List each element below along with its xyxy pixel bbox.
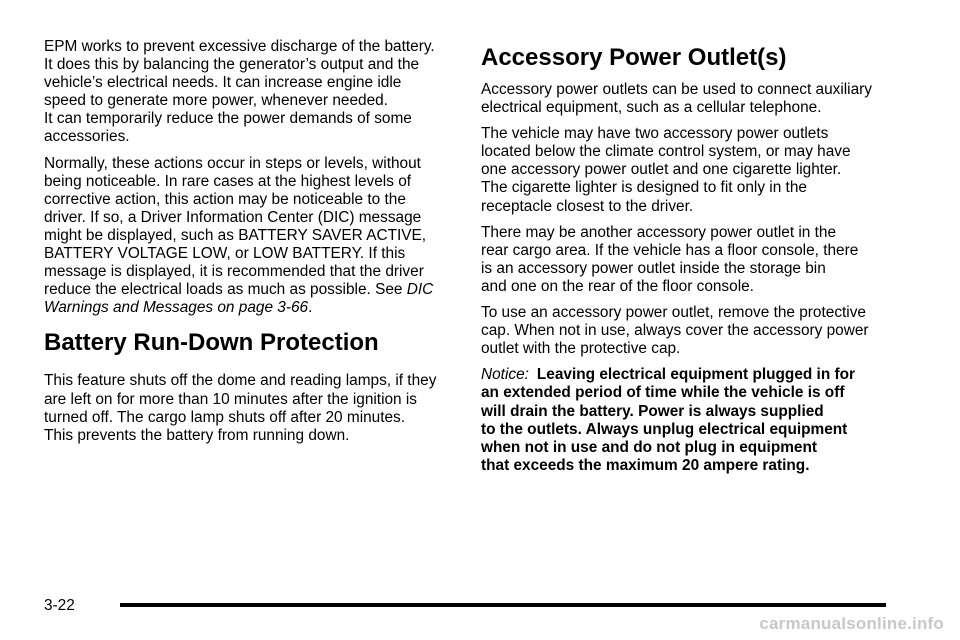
right-column (481, 44, 891, 483)
dic-paragraph: Normally, these actions occur in steps or levels, without being noticeable. In rare cases at the highest levels of corrective action, this action may be noticeable to the driver. If so, a Driver Information Center (DIC) message might be displayed, such as BATTERY SAVER ACTIVE, BATTERY VOLTAGE LOW, or LOW BATTERY. If this message is displayed, it is recommended that the driver reduce the electrical loads as much as possible. See DIC Warnings and Messages on page 3-66. (44, 154, 434, 317)
cargo-outlet-paragraph: There may be another accessory power outlet in the rear cargo area. If the vehicle has a floor console, there is an accessory power outlet inside the storage bin and one on the rear of the floor console. (481, 223, 859, 295)
page-number: 3-22 (44, 597, 75, 614)
outlet-intro-paragraph: Accessory power outlets can be used to connect auxiliary electrical equipment, such as a cellular telephone. (481, 81, 872, 117)
notice-paragraph: Notice: Leaving electrical equipment plugged in for an extended period of time while the vehicle is off will drain the battery. Power is always supplied to the outlets. Always unplug electrical equipment when not in use and do not plug in equipment that exceeds the maximum 20 ampere rating. (481, 366, 856, 474)
accessory-outlet-heading: Accessory Power Outlet(s) (481, 44, 787, 71)
outlet-usage-paragraph: To use an accessory power outlet, remove the protective cap. When not in use, always cover the accessory power outlet with the protective cap. (481, 304, 869, 358)
outlet-location-paragraph: The vehicle may have two accessory power outlets located below the climate control system, or may have one accessory power outlet and one cigarette lighter. The cigarette lighter is designed to fit only in the receptacle closest to the driver. (481, 125, 851, 215)
notice-label: Notice: (481, 366, 529, 384)
watermark-text: carmanualsonline.info (759, 614, 944, 633)
footer-rule (120, 603, 886, 607)
battery-rundown-paragraph: This feature shuts off the dome and reading lamps, if they are left on for more than 10 minutes after the ignition is turned off. The cargo lamp shuts off after 20 minutes. This prevents the battery from running down. (44, 372, 437, 444)
dic-reference-link-cont[interactable]: Warnings and Messages on page 3-66 (44, 299, 309, 317)
left-column (44, 38, 450, 453)
epm-paragraph: EPM works to prevent excessive discharge of the battery. It does this by balancing the generator’s output and the vehicle’s electrical needs. It can increase engine idle speed to generate more power, whenever needed. It can temporarily reduce the power demands of some accessories. (44, 38, 435, 146)
battery-rundown-heading: Battery Run-Down Protection (44, 329, 379, 357)
dic-reference-link[interactable]: DIC (406, 281, 434, 299)
